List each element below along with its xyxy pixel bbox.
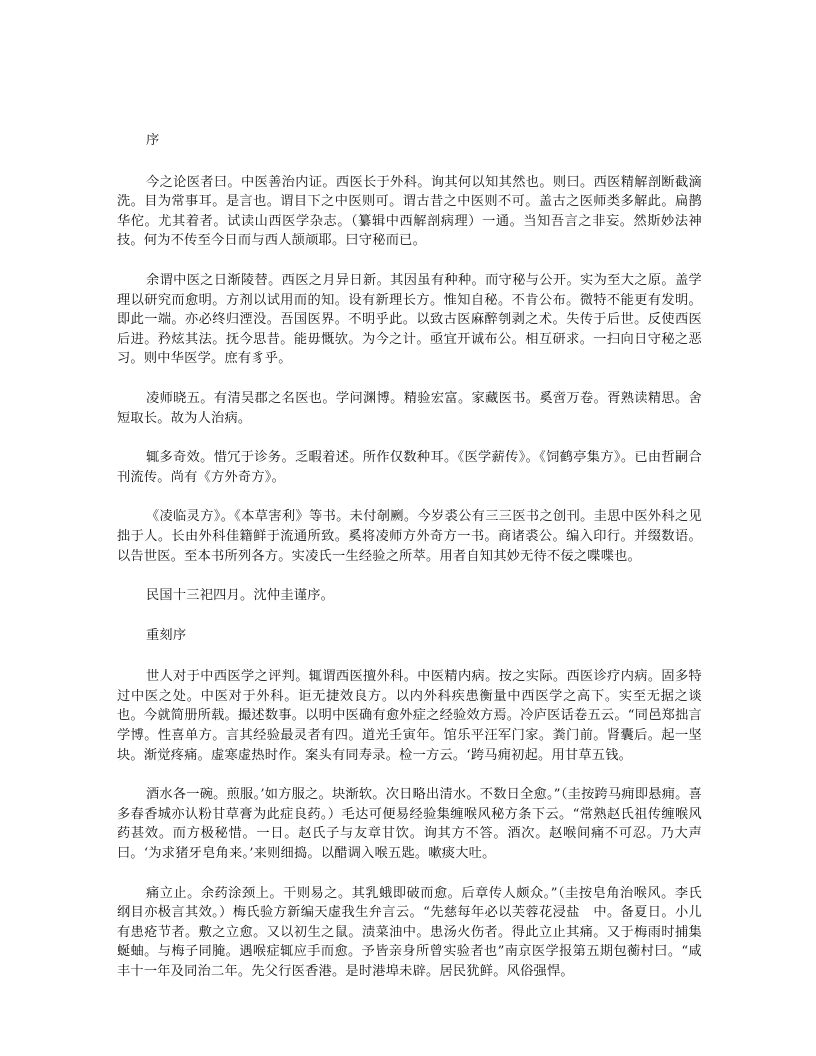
document-page	[117, 131, 702, 1002]
paragraph: 今之论医者曰。中医善治内证。西医长于外科。询其何以知其然也。则曰。西医精解剖断截滴洗。目为常事耳。是言也。谓目下之中医则可。谓古昔之中医则不可。盖古之医师类多解此。扁鹊华佗。尤其着者。试读山西医学杂志。（纂辑中西解剖病理）一通。当知吾言之非妄。然斯妙法神技。何为不传至今日而与西人颉颃耶。曰守秘而已。	[117, 174, 702, 249]
paragraph: 辄多奇效。惜冗于诊务。乏暇着述。所作仅数种耳。《医学薪传》。《饲鹤亭集方》。已由哲嗣合刊流传。尚有《方外奇方》。	[117, 450, 702, 485]
paragraph: 凌师晓五。有清吴郡之名医也。学问渊博。精验宏富。家藏医书。奚啻万卷。胥熟读精思。舍短取长。故为人治病。	[117, 390, 702, 426]
paragraph: 余谓中医之日渐陵替。西医之月异日新。其因虽有种种。而守秘与公开。实为至大之原。盖学理以研究而愈明。方剂以试用而的知。设有新理长方。惟知自秘。不肯公布。微特不能更有发明。即此一端。亦必终归湮没。吾国医界。不明乎此。以致古医麻醉刳剥之术。失传于后世。反使西医后进。矜炫其法。抚今思昔。能毋慨欤。为今之计。亟宜开诚布公。相互研求。一扫向日守秘之恶习。则中华医学。庶有豸乎。	[117, 272, 702, 367]
paragraph: 《凌临灵方》。《本草害利》等书。未付剞劂。今岁裘公有三三医书之创刊。圭思中医外科之见拙于人。长由外科佳籍鲜于流通所致。奚将凌师方外奇方一书。商诸裘公。编入印行。并缀数语。以告世医。至本书所列各方。实凌氏一生经验之所萃。用者自知其妙无待不佞之喋喋也。	[117, 509, 702, 564]
paragraph: 痛立止。余药涂颈上。干则易之。其乳蛾即破而愈。后章传人颇众。”（圭按皂角治喉风。李氏纲目亦极言其效。）梅氏验方新编天虚我生弁言云。“先慈每年必以芙蓉花浸盐 中。备夏日。小儿有患疮节者。敷之立愈。又以初生之鼠。渍菜油中。患汤火伤者。得此立止其痛。又于梅雨时捕集蜒蚰。与梅子同腌。遇喉症辄应手而愈。予皆亲身所曾实验者也”南京医学报第五期包蘅村曰。“咸丰十一年及同治二年。先父行医香港。是时港埠未辟。居民犹鲜。风俗强悍。	[117, 885, 702, 979]
reprint-preface-title: 重刻序	[146, 627, 187, 643]
paragraph: 酒水各一碗。煎服。’如方服之。块渐软。次日略出清水。不数日全愈。”（圭按跨马痈即悬痈。喜多春香城亦认粉甘草膏为此症良药。）毛达可便易经验集缠喉风秘方条下云。“常熟赵氏祖传缠喉风药甚效。而方极秘惜。一日。赵氏子与友章甘饮。询其方不答。酒次。赵喉间痛不可忍。乃大声曰。‘为求猪牙皂角来。’来则细捣。以醋调入喉五匙。嗽痰大吐。	[117, 787, 703, 862]
paragraph: 世人对于中西医学之评判。辄谓西医擅外科。中医精内病。按之实际。西医诊疗内病。固多特过中医之处。中医对于外科。讵无捷效良方。以内外科疾患衡量中西医学之高下。实至无据之谈也。今就简册所载。撮述数事。以明中医确有愈外症之经验效方焉。冷庐医话卷五云。“同邑郑拙言学博。性喜单方。言其经验最灵者有四。道光壬寅年。馆乐平汪军门家。粪门前。肾囊后。起一坚块。渐觉疼痛。虚寒虚热时作。案头有同寿录。检一方云。‘跨马痈初起。用甘草五钱。	[117, 669, 702, 763]
preface-title: 序	[146, 133, 160, 148]
signature-line: 民国十三祀四月。沈仲圭谨序。	[146, 588, 335, 604]
